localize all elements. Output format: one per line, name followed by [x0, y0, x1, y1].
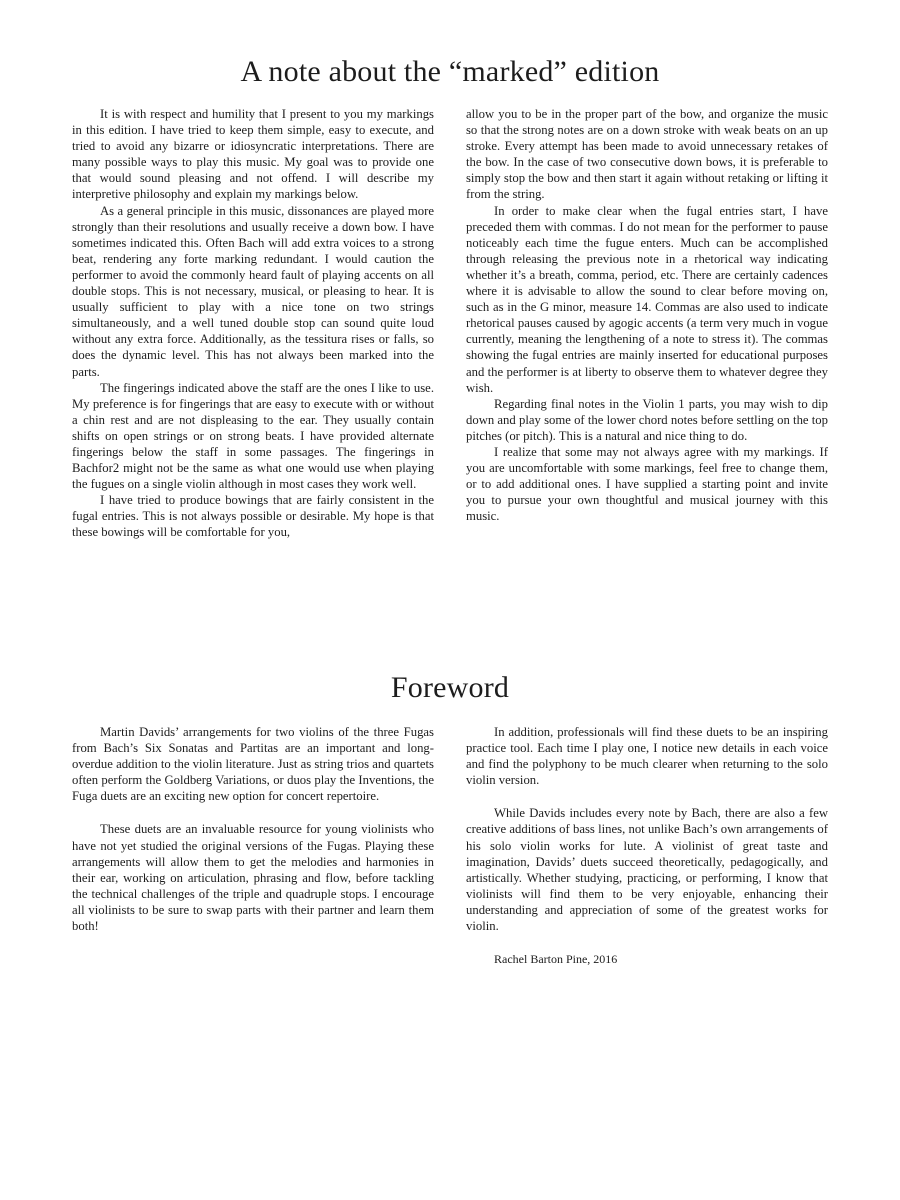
foreword-paragraph: While Davids includes every note by Bach, there are also a few creative additions of bass lines, not unlike Bach’s own arrangements of his solo violin works for lute. A violinist of great taste and imagination, Davids’ duets succeed theoretically, pedagogically, and artistically. Whether studying, practicing, or performing, I know that violinists will find them to be very enjoyable, enhancing their understanding and appreciation of some of the greatest works for violin. — [466, 806, 828, 934]
marked-paragraph-continuation: allow you to be in the proper part of the bow, and organize the music so that the strong notes are on a down stroke with weak beats on an up stroke. Every attempt has been made to avoid unnecessary retakes of the bow. In the case of two consecutive down bows, it is preferable to simply stop the bow and then start it again without retaking or lifting it from the string. — [466, 107, 828, 202]
marked-paragraph: I have tried to produce bowings that are fairly consistent in the fugal entries. This is not always possible or desirable. My hope is that these bowings will be comfortable for you, — [72, 493, 434, 540]
marked-paragraph: It is with respect and humility that I present to you my markings in this edition. I have tried to keep them simple, easy to execute, and tried to avoid any bizarre or idiosyncratic interpretations. There are many possible ways to play this music. My goal was to provide one that would sound pleasing and not offend. I will describe my interpretive philosophy and explain my markings below. — [72, 107, 434, 202]
foreword-right-column — [466, 724, 828, 967]
foreword-signature: Rachel Barton Pine, 2016 — [494, 952, 618, 967]
marked-left-column — [72, 106, 434, 541]
marked-edition-section — [0, 52, 900, 540]
marked-paragraph: In order to make clear when the fugal entries start, I have preceded them with commas. I do not mean for the performer to pause noticeably each time the fugue enters. Much can be accomplished through releasing the previous note in a rhetorical way indicating whether it’s a breath, comma, period, etc. There are certainly cadences where it is advisable to allow the sound to clear before moving on, such as in the G minor, measure 14. Commas are also used to indicate rhetorical pauses caused by agogic accents (a term very much in vogue currently, meaning the lengthening of a note to stress it). The commas showing the fugal entries are mainly inserted for educational purposes and the performer is at liberty to observe them to whatever degree they wish. — [466, 203, 828, 395]
foreword-left-column — [72, 724, 434, 951]
foreword-paragraph: Martin Davids’ arrangements for two violins of the three Fugas from Bach’s Six Sonatas and Partitas are an important and long-overdue addition to the violin literature. Just as string trios and quartets often perform the Goldberg Variations, or duos play the Inventions, the Fuga duets are an exciting new option for concert repertoire. — [72, 725, 434, 804]
foreword-title: Foreword — [390, 671, 510, 704]
marked-edition-title: A note about the “marked” edition — [240, 55, 660, 88]
marked-paragraph: I realize that some may not always agree with my markings. If you are uncomfortable with some markings, feel free to change them, or to add additional ones. I have supplied a starting point and invite you to pursue your own thoughtful and musical journey with this music. — [466, 444, 828, 524]
foreword-paragraph: These duets are an invaluable resource for young violinists who have not yet studied the original versions of the Fugas. Playing these arrangements will allow them to get the melodies and harmonies in their ear, working on articulation, phrasing and flow, before tackling the technical challenges of the triple and quadruple stops. I encourage all violinists to be sure to swap parts with their partner and learn them both! — [72, 822, 434, 934]
marked-paragraph: The fingerings indicated above the staff are the ones I like to use. My preference is for fingerings that are easy to execute with or without a chin rest and are not displeasing to the ear. They usually contain shifts on open strings or on strong beats. I have provided alternate fingerings below the staff in some passages. The fingerings in Bachfor2 might not be the same as what one would use when playing the fugues on a single violin although in most cases they work well. — [72, 380, 434, 492]
marked-paragraph: As a general principle in this music, dissonances are played more strongly than their resolutions and usually receive a down bow. I have sometimes indicated this. Often Bach will add extra voices to a strong beat, rendering any forte marking redundant. I would caution the performer to avoid the commonly heard fault of playing accents on all double stops. This is not necessary, musical, or pleasing to hear. It is usually sufficient to play with a nice tone on two strings simultaneously, and a well tuned double stop can sound quite loud without any extra force. Additionally, as the tessitura rises or falls, so does the dynamic level. This has not always been marked into the parts. — [72, 203, 434, 379]
foreword-paragraph: In addition, professionals will find these duets to be an inspiring practice tool. Each time I play one, I notice new details in each voice and find the polyphony to be much clearer when returning to the solo violin version. — [466, 725, 828, 788]
foreword-section — [0, 668, 900, 967]
marked-paragraph: Regarding final notes in the Violin 1 parts, you may wish to dip down and play some of the lower chord notes before settling on the top pitches (or pitch). This is a natural and nice thing to do. — [466, 396, 828, 443]
marked-right-column — [466, 106, 828, 524]
